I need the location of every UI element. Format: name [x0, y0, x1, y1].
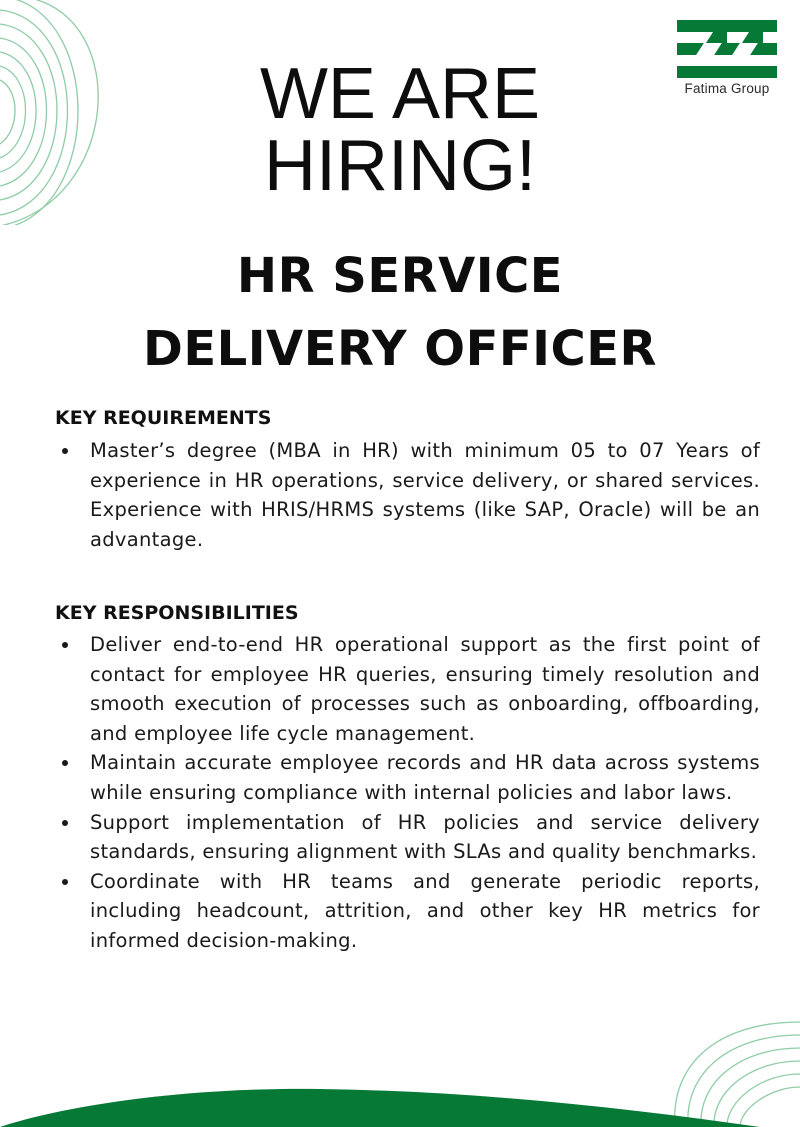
list-item: Maintain accurate employee records and HR data across systems while ensuring compliance with internal policies and labor laws. — [55, 748, 760, 807]
bottom-green-wave — [0, 1067, 800, 1127]
requirements-heading: KEY REQUIREMENTS — [55, 407, 272, 429]
responsibilities-list — [55, 630, 760, 956]
headline-line-1: WE ARE — [259, 54, 541, 134]
list-item: Master’s degree (MBA in HR) with minimum 05 to 07 Years of experience in HR operations, service delivery, or shared services. Experience with HRIS/HRMS systems (like SAP, Oracle) will be an advantage. — [55, 436, 760, 554]
job-title — [0, 240, 800, 386]
job-title-line-2: DELIVERY OFFICER — [142, 321, 658, 377]
company-name: Fatima Group — [684, 81, 770, 96]
hiring-headline — [0, 54, 800, 206]
headline-line-2: HIRING! — [263, 126, 536, 206]
responsibilities-heading: KEY RESPONSIBILITIES — [55, 602, 299, 624]
list-item: Support implementation of HR policies and service delivery standards, ensuring alignment with SLAs and quality benchmarks. — [55, 808, 760, 867]
list-item: Coordinate with HR teams and generate periodic reports, including headcount, attrition, and other key HR metrics for informed decision-making. — [55, 867, 760, 956]
requirements-list — [55, 436, 760, 554]
list-item: Deliver end-to-end HR operational support as the first point of contact for employee HR queries, ensuring timely resolution and smooth execution of processes such as onboarding, offboarding, and employee life cycle management. — [55, 630, 760, 748]
job-title-line-1: HR SERVICE — [236, 248, 564, 304]
